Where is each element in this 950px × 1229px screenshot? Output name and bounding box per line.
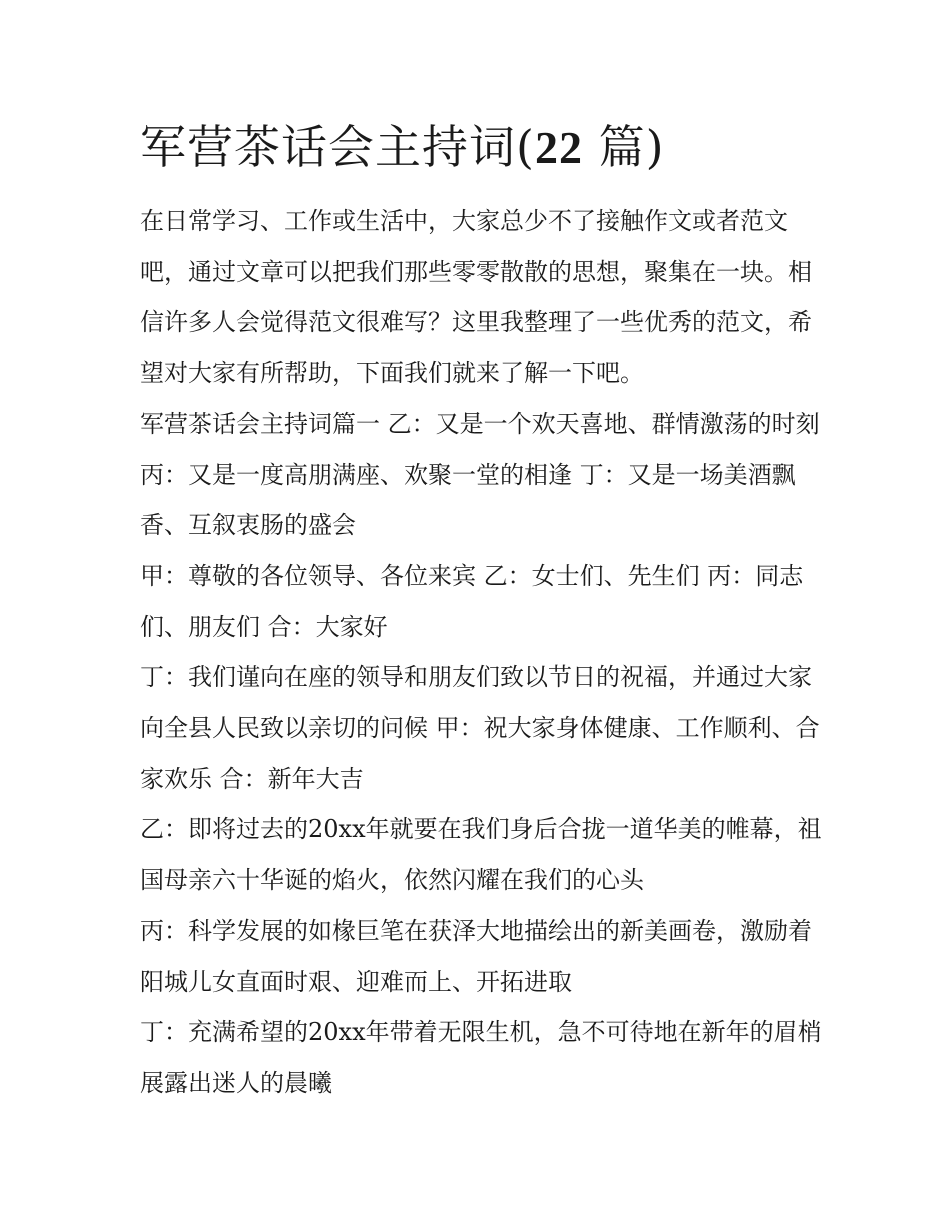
paragraph-blessing: 丁：我们谨向在座的领导和朋友们致以节日的祝福，并通过大家向全县人民致以亲切的问候 甲：祝大家身体健康、工作顺利、合家欢乐 合：新年大吉 xyxy=(140,663,820,793)
title-suffix: 篇) xyxy=(582,120,665,174)
title-number: 22 xyxy=(534,122,583,173)
paragraph-opening-lines: 军营茶话会主持词篇一 乙：又是一个欢天喜地、群情激荡的时刻 丙：又是一度高朋满座、欢聚一堂的相逢 丁：又是一场美酒飘香、互叙衷肠的盛会 xyxy=(140,409,820,540)
paragraph-greeting: 甲：尊敬的各位领导、各位来宾 乙：女士们、先生们 丙：同志们、朋友们 合：大家好 xyxy=(140,561,804,641)
document-body xyxy=(140,196,830,1109)
paragraph-past-year: 乙：即将过去的20xx年就要在我们身后合拢一道华美的帷幕，祖国母亲六十华诞的焰火，依然闪耀在我们的心头 xyxy=(140,815,822,895)
title-prefix: 军营茶话会主持词( xyxy=(140,120,535,174)
document-title xyxy=(140,112,820,183)
paragraph-new-year: 丁：充满希望的20xx年带着无限生机，急不可待地在新年的眉梢展露出迷人的晨曦 xyxy=(140,1018,822,1097)
intro-paragraph: 在日常学习、工作或生活中，大家总少不了接触作文或者范文吧，通过文章可以把我们那些零零散散的思想，聚集在一块。相信许多人会觉得范文很难写？这里我整理了一些优秀的范文，希望对大家有所帮助，下面我们就来了解一下吧。 xyxy=(140,207,812,388)
paragraph-development: 丙：科学发展的如椽巨笔在获泽大地描绘出的新美画卷，激励着阳城儿女直面时艰、迎难而上、开拓进取 xyxy=(140,916,812,996)
